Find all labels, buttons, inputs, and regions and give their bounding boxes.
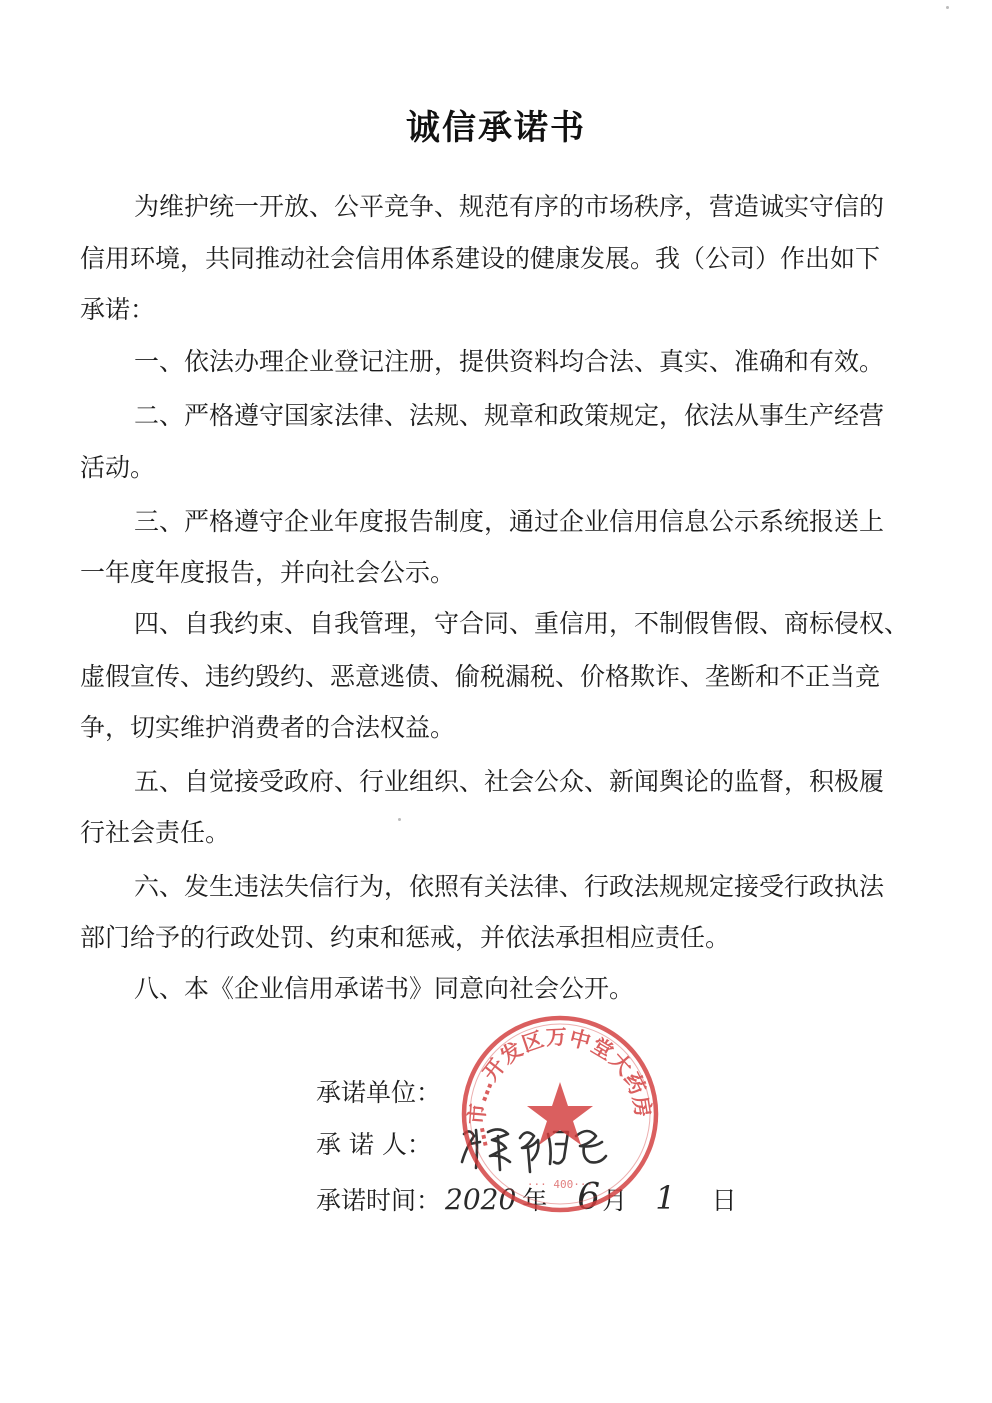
year-suffix: 年: [522, 1186, 548, 1215]
scan-mark: [398, 818, 401, 821]
item-4-line-3: 争，切实维护消费者的合法权益。: [80, 713, 456, 742]
item-5-line-2: 行社会责任。: [80, 818, 231, 847]
intro-line-2: 信用环境，共同推动社会信用体系建设的健康发展。我（公司）作出如下: [80, 244, 881, 273]
month-handwritten: 6: [577, 1177, 601, 1218]
document-title: 诚信承诺书: [406, 108, 586, 148]
year-handwritten: 2020: [445, 1183, 517, 1216]
item-5-line-1: 五、自觉接受政府、行业组织、社会公众、新闻舆论的监督，积极履: [134, 767, 885, 796]
month-suffix: 月: [602, 1186, 628, 1215]
item-2-line-1: 二、严格遵守国家法律、法规、规章和政策规定，依法从事生产经营: [134, 401, 885, 430]
intro-line-1: 为维护统一开放、公平竞争、规范有序的市场秩序，营造诚实守信的: [134, 192, 885, 221]
item-8-line-1: 八、本《企业信用承诺书》同意向社会公开。: [134, 974, 635, 1003]
date-label: 承诺时间：: [316, 1186, 442, 1215]
item-3-line-1: 三、严格遵守企业年度报告制度，通过企业信用信息公示系统报送上: [134, 507, 885, 536]
item-4-line-1: 四、自我约束、自我管理，守合同、重信用，不制假售假、商标侵权、: [134, 609, 910, 638]
svg-text:…市…开发区万中堂大药房: …市…开发区万中堂大药房: [464, 1024, 656, 1151]
item-1-line-1: 一、依法办理企业登记注册，提供资料均合法、真实、准确和有效。: [134, 347, 885, 376]
intro-line-3: 承诺：: [80, 295, 156, 324]
item-2-line-2: 活动。: [80, 453, 156, 482]
unit-label: 承诺单位：: [316, 1078, 442, 1107]
item-4-line-2: 虚假宣传、违约毁约、恶意逃债、偷税漏税、价格欺诈、垄断和不正当竞: [80, 662, 881, 691]
day-suffix: 日: [711, 1186, 737, 1215]
company-seal-stamp: [456, 1010, 664, 1218]
svg-text:··· 400···: ··· 400···: [526, 1178, 594, 1191]
person-label: 承 诺 人：: [316, 1130, 432, 1159]
item-3-line-2: 一年度年度报告，并向社会公示。: [80, 558, 456, 587]
scan-mark: [946, 6, 949, 9]
day-handwritten: 1: [655, 1179, 676, 1217]
item-6-line-2: 部门给予的行政处罚、约束和惩戒，并依法承担相应责任。: [80, 923, 731, 952]
item-6-line-1: 六、发生违法失信行为，依照有关法律、行政法规规定接受行政执法: [134, 872, 885, 901]
